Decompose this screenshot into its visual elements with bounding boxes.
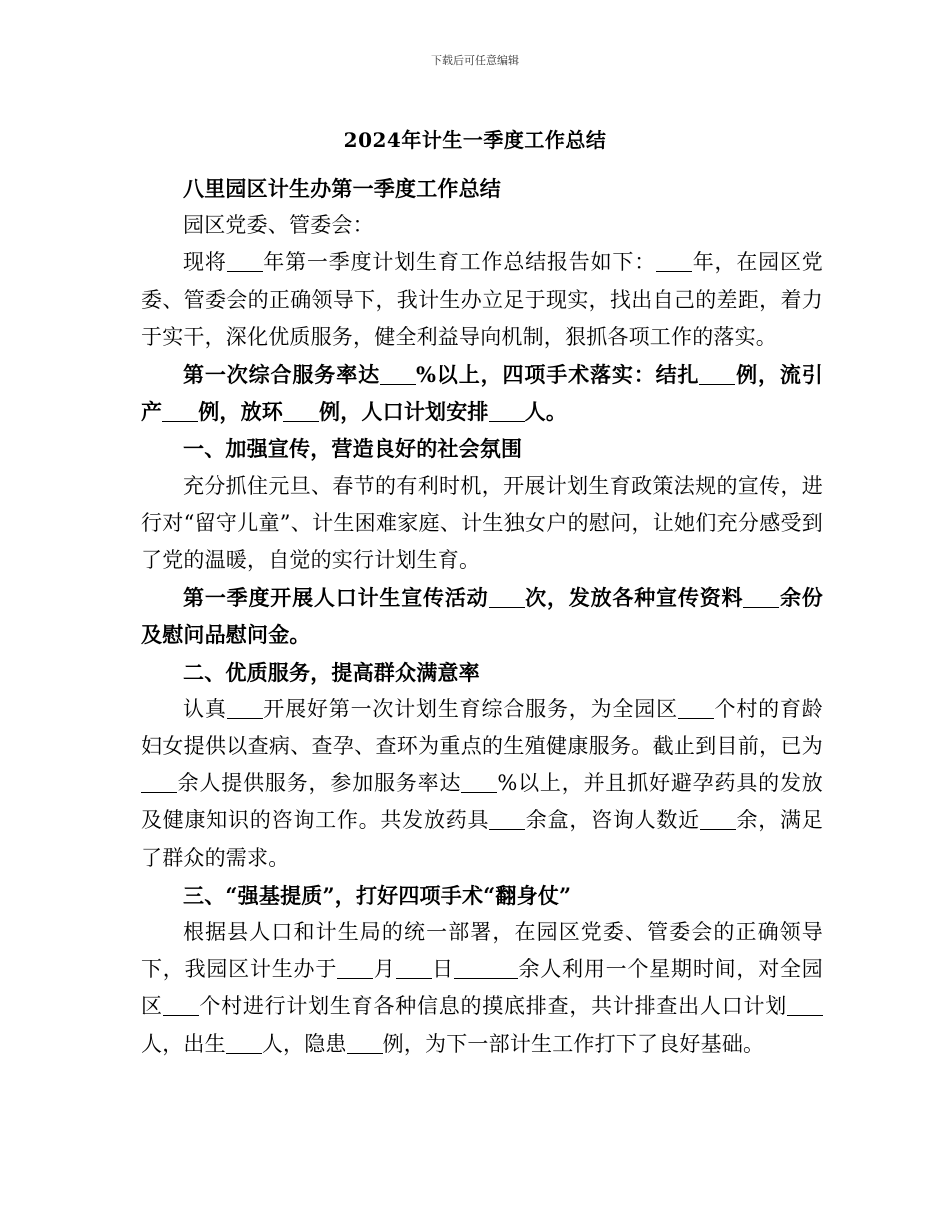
fill-blank [347, 1032, 383, 1054]
stats1-text-2: %以上，四项手术落实：结扎 [415, 362, 700, 388]
section-3-paragraph [141, 914, 823, 1063]
fill-blank [337, 957, 373, 979]
fill-blank [489, 400, 525, 422]
fill-blank [787, 994, 823, 1016]
intro-text-3: 年，在园区党委、管委会的正确领导下，我计生办立足于现实，找出自己的差距，着力于实干，深化优质服务，健全利益导向机制，狠抓各项工作的落实。 [141, 250, 824, 349]
section2-text-5: %以上，并且抓好避孕药具的发放及健康知识的咨询工作。共发放药具 [141, 771, 823, 833]
fill-blank [489, 586, 525, 608]
section2-text-3: 个村的育龄妇女提供以查病、查孕、查环为重点的生殖健康服务。截止到目前，已为 [141, 696, 823, 759]
section-1-heading: 一、加强宣传，营造良好的社会氛围 [183, 436, 523, 462]
document-subtitle: 八里园区计生办第一季度工作总结 [183, 176, 501, 201]
section3-text-6: 人，出生 [141, 1031, 226, 1056]
fill-blank [283, 400, 319, 422]
fill-blank [656, 250, 692, 272]
fill-blank [699, 363, 735, 385]
section2-text-4: 余人提供服务，参加服务率达 [177, 771, 462, 796]
section-2-paragraph [141, 691, 823, 877]
intro-text-2: 年第一季度计划生育工作总结报告如下： [262, 250, 657, 275]
section3-text-8: 例，为下一部计生工作打下了良好基础。 [382, 1031, 765, 1056]
stats1-text-5: 例，人口计划安排 [319, 399, 489, 425]
stats1-text-3: 例，流引产 [141, 362, 823, 425]
section2-text-1: 认真 [183, 696, 227, 721]
section3-text-2: 月 [373, 957, 396, 982]
section2-text-6: 余盒，咨询人数近 [525, 808, 700, 833]
section-2-heading: 二、优质服务，提高群众满意率 [183, 659, 480, 685]
section3-text-1: 根据县人口和计生局的统一部署，在园区党委、管委会的正确领导下，我园区计生办于 [141, 920, 823, 982]
fill-blank [227, 250, 263, 272]
document-body [141, 170, 823, 1063]
section2-text-2: 开展好第一次计划生育综合服务，为全园区 [262, 696, 678, 721]
stats1-text-6: 人。 [524, 399, 568, 425]
stats2-text-3: 余份及慰问品慰问金。 [141, 585, 823, 648]
section2-text-7: 余，满足了群众的需求。 [141, 808, 823, 870]
fill-blank [141, 771, 177, 793]
stats-paragraph-1 [141, 356, 823, 430]
salutation: 园区党委、管委会： [183, 213, 374, 238]
fill-blank [227, 697, 263, 719]
fill-blank [454, 957, 518, 979]
section3-text-3: 日 [431, 957, 454, 982]
document-title: 2024年计生一季度工作总结 [343, 128, 607, 152]
fill-blank [380, 363, 416, 385]
fill-blank [396, 957, 432, 979]
stats1-text-1: 第一次综合服务率达 [183, 362, 380, 388]
section3-text-5: 个村进行计划生育各种信息的摸底排查，共计排查出人口计划 [198, 994, 787, 1019]
intro-paragraph [141, 244, 823, 356]
section-3-heading: 三、“强基提质”，打好四项手术“翻身仗” [183, 882, 572, 908]
fill-blank [489, 808, 525, 830]
fill-blank [461, 771, 497, 793]
stats2-text-2: 次，发放各种宣传资料 [524, 585, 744, 611]
page-header: 下载后可任意编辑 [431, 54, 519, 67]
stats2-text-1: 第一季度开展人口计生宣传活动 [183, 585, 489, 611]
stats-paragraph-2 [141, 579, 823, 653]
stats1-text-4: 例，放环 [198, 399, 284, 425]
section3-text-7: 人，隐患 [261, 1031, 347, 1056]
section3-text-4: 余人利用一个星期时间，对全园区 [141, 957, 823, 1019]
intro-text-1: 现将 [183, 250, 227, 275]
fill-blank [226, 1032, 262, 1054]
fill-blank [678, 697, 714, 719]
fill-blank [743, 586, 779, 608]
section-1-paragraph: 充分抓住元旦、春节的有利时机，开展计划生育政策法规的宣传，进行对“留守儿童”、计生困难家庭、计生独女户的慰问，让她们充分感受到了党的温暖，自觉的实行计划生育。 [141, 473, 823, 573]
fill-blank [163, 994, 199, 1016]
fill-blank [700, 808, 736, 830]
fill-blank [162, 400, 198, 422]
